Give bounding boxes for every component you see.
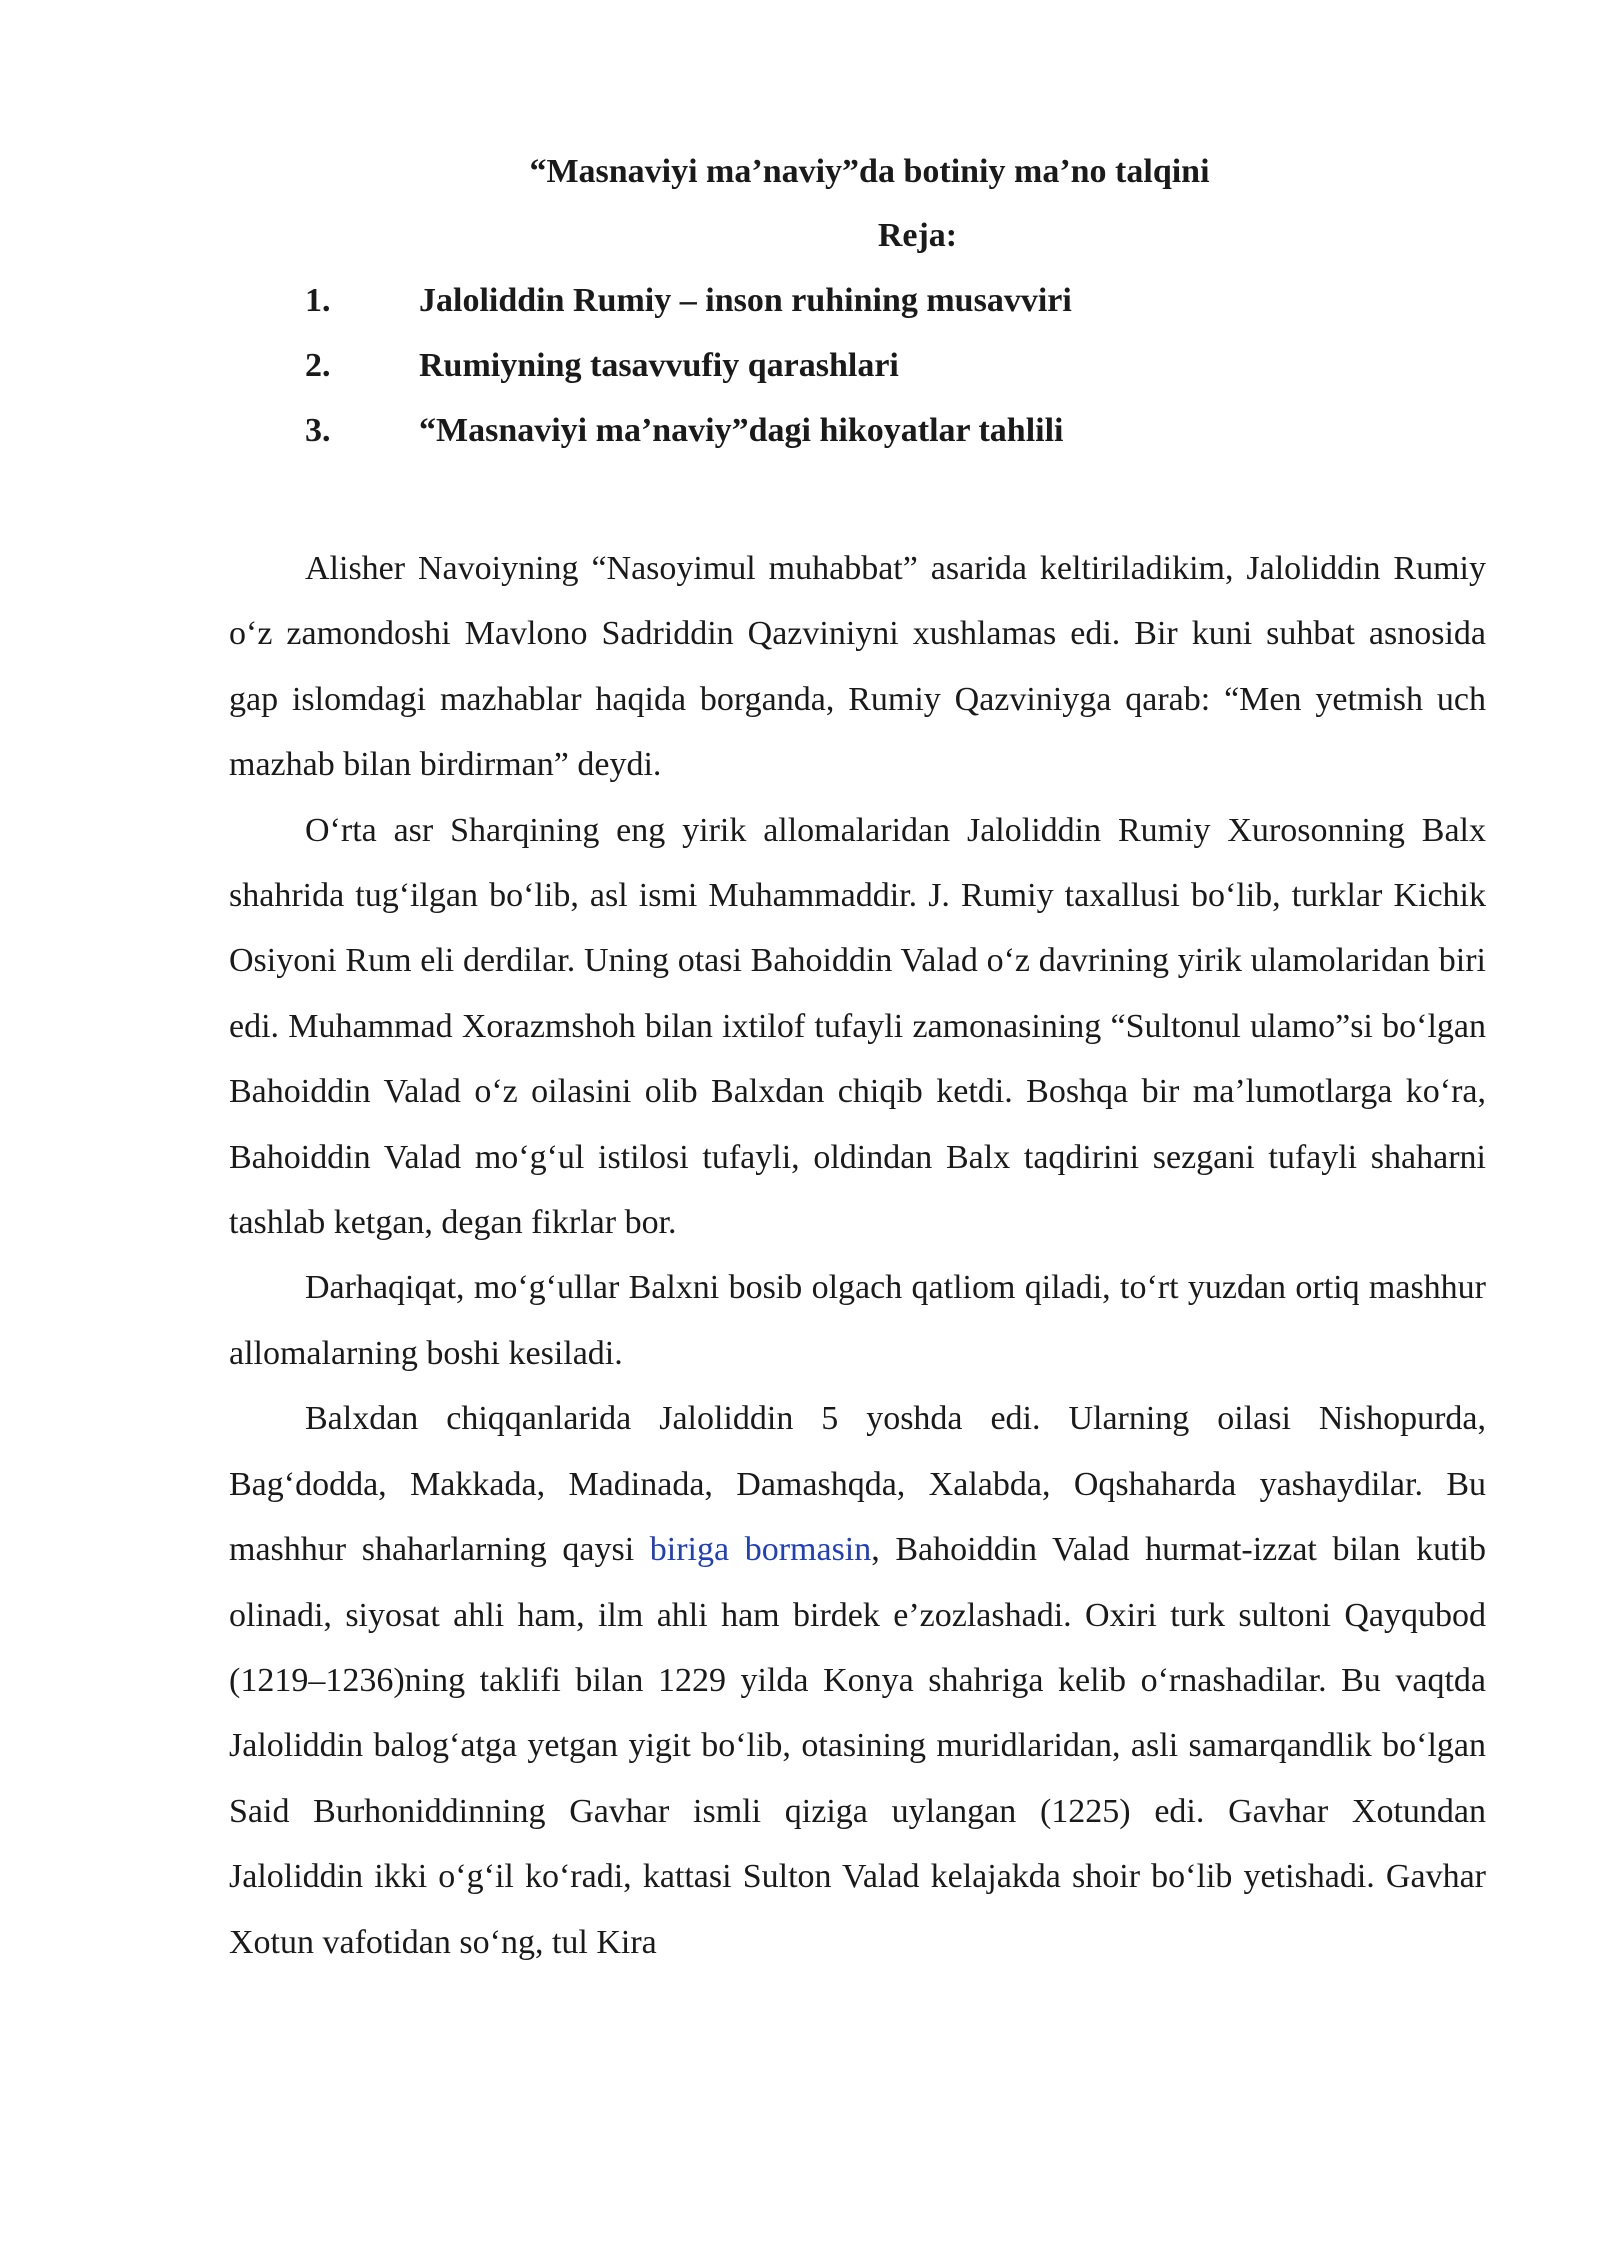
paragraph: O‘rta asr Sharqining eng yirik allomalaridan Jaloliddin Rumiy Xurosonning Balx shahrida tug‘ilgan bo‘lib, asl ismi Muhammaddir. J. Rumiy taxallusi bo‘lib, turklar Kichik Osiyoni Rum eli derdilar. Uning otasi Bahoiddin Valad o‘z davrining yirik ulamolaridan biri edi. Muhammad Xorazmshoh bilan ixtilof tufayli zamonasining “Sultonul ulamo”si bo‘lgan Bahoiddin Valad o‘z oilasini olib Balxdan chiqib ketdi. Boshqa bir ma’lumotlarga ko‘ra, Bahoiddin Valad mo‘g‘ul istilosi tufayli, oldindan Balx taqdirini sezgani tufayli shaharni tashlab ketgan, degan fikrlar bor. [229,811,1486,1242]
document-body [229,536,1486,1975]
plan-item-number: 3. [305,412,331,449]
plan-item-text: Jaloliddin Rumiy – inson ruhining musavviri [419,282,1072,319]
plan-item [229,409,1486,474]
paragraph-text: , Bahoiddin Valad hurmat-izzat bilan kutib olinadi, siyosat ahli ham, ilm ahli ham birdek e’zozlashadi. Oxiri turk sultoni Qayqubod (1219–1236)ning taklifi bilan 1229 yilda Konya shahriga kelib o‘rnashadilar. Bu vaqtda Jaloliddin balog‘atga yetgan yigit bo‘lib, otasining muridlaridan, asli samarqandlik bo‘lgan Said Burhoniddinning Gavhar ismli qiziga uylangan (1225) edi. Gavhar Xotundan Jaloliddin ikki o‘g‘il ko‘radi, kattasi Sulton Valad kelajakda shoir bo‘lib yetishadi. Gavhar Xotun vafotidan so‘ng, tul Kira [229,1531,1486,1961]
hyperlink[interactable]: biriga bormasin [649,1531,872,1569]
document-title: “Masnaviyi ma’naviy”da botiniy ma’no talqini [529,153,1210,190]
plan-item-number: 2. [305,347,331,384]
paragraph: Alisher Navoiyning “Nasoyimul muhabbat” asarida keltiriladikim, Jaloliddin Rumiy o‘z zamondoshi Mavlono Sadriddin Qazviniyni xushlamas edi. Bir kuni suhbat asnosida gap islomdagi mazhablar haqida borganda, Rumiy Qazviniyga qarab: “Men yetmish uch mazhab bilan birdirman” deydi. [229,550,1486,784]
plan-item [229,344,1486,409]
paragraph-text: Balxdan chiqqanlarida Jaloliddin 5 yoshda edi. Ularning oilasi Nishopurda, Bag‘dodda, Makkada, Madinada, Damashqda, Xalabda, Oqshaharda yashaydilar. Bu mashhur shaharlarning qaysi [229,1400,1486,1569]
document-page [229,150,1486,1975]
plan-item [229,279,1486,344]
paragraph [229,1386,1486,1975]
plan-item-text: “Masnaviyi ma’naviy”dagi hikoyatlar tahlili [419,412,1064,449]
plan-item-text: Rumiyning tasavvufiy qarashlari [419,347,899,384]
paragraph: Darhaqiqat, mo‘g‘ullar Balxni bosib olgach qatliom qiladi, to‘rt yuzdan ortiq mashhur allomalarning boshi kesiladi. [229,1269,1486,1372]
plan-list [229,279,1486,474]
plan-heading: Reja: [877,217,958,254]
plan-item-number: 1. [305,282,331,319]
